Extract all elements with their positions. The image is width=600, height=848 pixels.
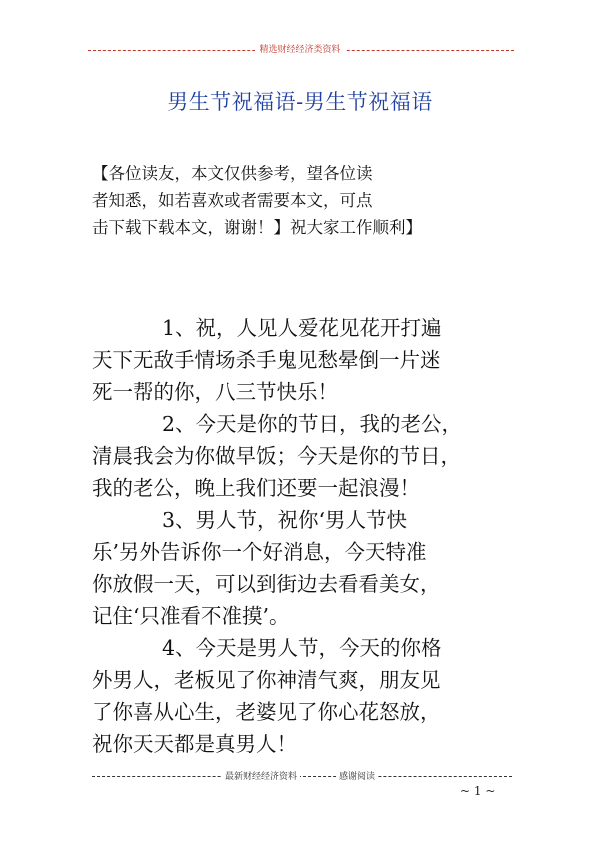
paragraph-line: 清晨我会为你做早饭；今天是你的节日， [92, 444, 461, 468]
footer-right-label: 感谢阅读 [336, 772, 378, 782]
paragraph-line: 2、今天是你的节日，我的老公， [162, 412, 463, 436]
paragraph-line: 记住‘只准看不准摸’。 [92, 604, 290, 628]
paragraph-line: 我的老公，晚上我们还要一起浪漫！ [92, 476, 420, 500]
paragraph-line: 乐’另外告诉你一个好消息，今天特准 [92, 540, 427, 564]
page-title: 男生节祝福语-男生节祝福语 [167, 90, 433, 114]
paragraph-line: 祝你天天都是真男人！ [92, 732, 297, 756]
paragraph-line: 4、今天是男人节，今天的你格 [162, 636, 442, 660]
header-label: 精选财经经济类资料 [0, 42, 600, 55]
footer-left-label: 最新财经经济资料 [222, 772, 300, 782]
footer-labels [0, 769, 600, 782]
body-content [92, 312, 532, 760]
paragraph-line: 1、祝，人见人爱花见花开打遍 [162, 316, 442, 340]
page-number: ~ 1 ~ [460, 784, 496, 798]
notice-line: 击下载下载本文，谢谢！】祝大家工作顺利】 [92, 218, 422, 237]
paragraph-line: 外男人，老板见了你神清气爽，朋友见 [92, 668, 441, 692]
notice-line: 者知悉，如若喜欢或者需要本文，可点 [92, 191, 373, 210]
paragraph-line: 天下无敌手情场杀手鬼见愁晕倒一片迷 [92, 348, 441, 372]
notice-block [92, 160, 522, 241]
paragraph-line: 你放假一天，可以到街边去看看美女， [92, 572, 441, 596]
paragraph-line: 3、男人节，祝你‘男人节快 [162, 508, 408, 532]
paragraph-line: 了你喜从心生，老婆见了你心花怒放， [92, 700, 441, 724]
paragraph-line: 死一帮的你，八三节快乐！ [92, 380, 338, 404]
notice-line: 【各位读友，本文仅供参考，望各位读 [92, 164, 373, 183]
